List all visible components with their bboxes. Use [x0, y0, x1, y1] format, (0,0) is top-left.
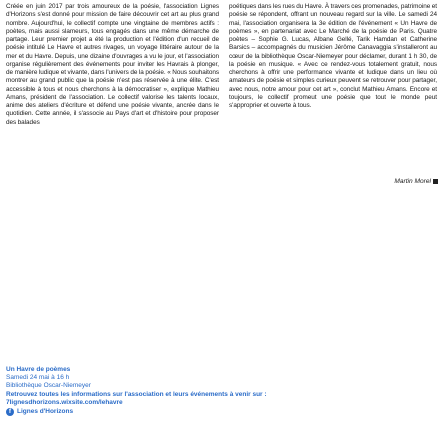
event-venue: Bibliothèque Oscar-Niemeyer	[6, 382, 91, 390]
author-signature	[394, 178, 438, 185]
end-mark-icon	[433, 179, 438, 184]
event-date-time: Samedi 24 mai à 16 h	[6, 374, 70, 382]
author-name: Martin Morel	[394, 178, 431, 185]
right-column	[229, 3, 437, 110]
facebook-icon: f	[6, 408, 14, 416]
article-text-right: poétiques dans les rues du Havre. À travers ces promenades, patrimoine et poésie se répondent, offrant un nouveau regard sur la ville. Le samedi 24 mai, l'association organisera la 3e édition de l'événement « Un Havre de poèmes », en partenariat avec Le Marché de la poésie de Paris. Quatre poètes – Sophie G. Lucas, Albane Gellé, Tarik Hamdan et Catherine Barsics – accompagnés du musicien Jérôme Canavaggia s'installeront au cœur de la bibliothèque Oscar-Niemeyer pour déclamer, durant 1 h 30, de la poésie en musique. « Avec ce rendez-vous totalement gratuit, nous cherchons à offrir une performance vivante et ludique dans un lieu où amateurs de poésie et simples curieux peuvent se retrouver pour partager, avec nous, notre amour pour cet art », conclut Mathieu Amans. Encore et toujours, le collectif promeut une poésie que tout le monde peut s'approprier et ouverte à tous.	[229, 3, 437, 109]
article-columns	[6, 3, 440, 363]
more-info-text: Retrouvez toutes les informations sur l'association et leurs événements à venir sur :	[6, 390, 267, 398]
event-title: Un Havre de poèmes	[6, 366, 71, 373]
website-link[interactable]: 7lignesdhorizons.wixsite.com/lehavre	[6, 398, 123, 406]
social-link[interactable]	[6, 408, 436, 416]
left-column	[6, 3, 219, 127]
org-name: Lignes d'Horizons	[17, 408, 74, 416]
article-text-left: Créée en juin 2017 par trois amoureux de la poésie, l'association Lignes d'Horizons s'est donné pour mission de faire découvrir cet art au plus grand nombre. Aujourd'hui, le collectif compte une vingtaine de membres actifs : poètes, mais aussi slameurs, tous engagés dans une même démarche de partage. Leur premier projet a été la production et l'édition d'un recueil de poésie intitulé Le Havre et autres rivages, un voyage littéraire autour de la mer et du Havre. Depuis, une dizaine d'ouvrages a vu le jour, et l'association organise régulièrement des événements pour inviter les Havrais à plonger, de manière ludique et vivante, dans l'univers de la poésie. « Nous souhaitons montrer au grand public que la poésie n'est pas réservée à une élite. C'est accessible à tous et nous cherchons à la démocratiser », explique Mathieu Amans, président de l'association. Le collectif valorise les talents locaux, anime des ateliers d'écriture et défend une poésie vivante, ancrée dans le quotidien. Cette année, il s'associe au Pays d'art et d'histoire pour proposer des balades	[6, 3, 219, 126]
event-info-box	[6, 366, 436, 416]
